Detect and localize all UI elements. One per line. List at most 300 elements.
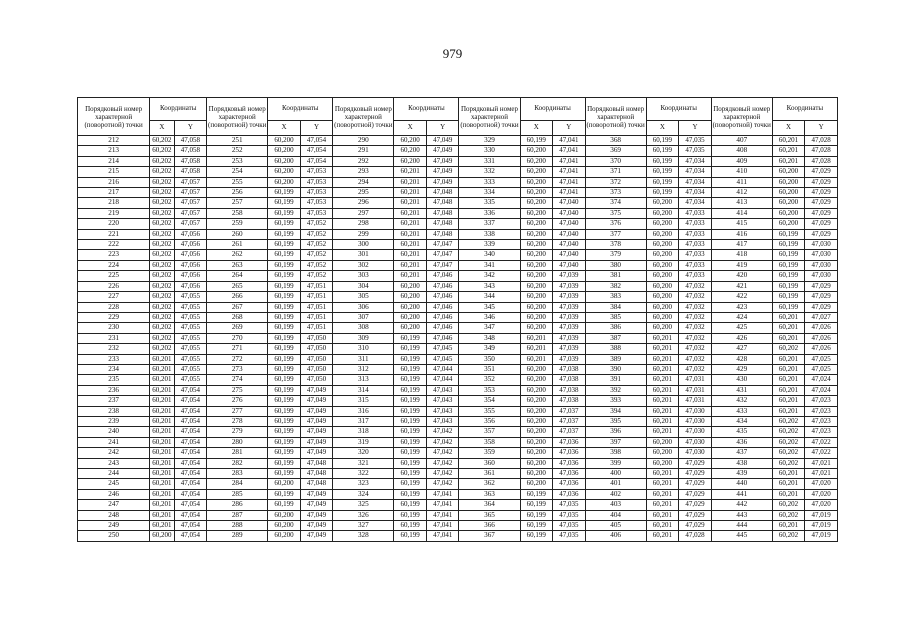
x-coordinate-cell: 60,201 — [646, 344, 679, 354]
point-number-cell: 377 — [585, 229, 646, 239]
x-coordinate-cell: 60,200 — [268, 156, 301, 166]
y-coordinate-cell: 47,055 — [174, 344, 207, 354]
table-row — [78, 292, 838, 302]
x-coordinate-cell: 60,199 — [646, 156, 679, 166]
x-coordinate-cell: 60,200 — [394, 323, 427, 333]
point-number-cell: 239 — [78, 416, 150, 426]
header-point-number: Порядковый номер характерной (поворотной) точки — [78, 98, 150, 136]
point-number-cell: 385 — [585, 312, 646, 322]
point-number-cell: 430 — [711, 375, 772, 385]
x-coordinate-cell: 60,200 — [520, 240, 553, 250]
y-coordinate-cell: 47,049 — [426, 146, 459, 156]
x-coordinate-cell: 60,200 — [646, 219, 679, 229]
y-coordinate-cell: 47,058 — [174, 156, 207, 166]
x-coordinate-cell: 60,199 — [268, 302, 301, 312]
y-coordinate-cell: 47,054 — [174, 437, 207, 447]
y-coordinate-cell: 47,041 — [553, 146, 586, 156]
point-number-cell: 353 — [459, 385, 520, 395]
point-number-cell: 307 — [333, 312, 394, 322]
point-number-cell: 402 — [585, 489, 646, 499]
point-number-cell: 266 — [207, 292, 268, 302]
x-coordinate-cell: 60,201 — [772, 406, 805, 416]
y-coordinate-cell: 47,041 — [426, 521, 459, 531]
x-coordinate-cell: 60,200 — [268, 531, 301, 541]
x-coordinate-cell: 60,202 — [150, 312, 174, 322]
y-coordinate-cell: 47,049 — [300, 489, 333, 499]
point-number-cell: 314 — [333, 385, 394, 395]
table-row — [78, 469, 838, 479]
x-coordinate-cell: 60,201 — [520, 333, 553, 343]
point-number-cell: 218 — [78, 198, 150, 208]
point-number-cell: 406 — [585, 531, 646, 541]
y-coordinate-cell: 47,040 — [553, 229, 586, 239]
point-number-cell: 303 — [333, 271, 394, 281]
point-number-cell: 288 — [207, 521, 268, 531]
point-number-cell: 237 — [78, 396, 150, 406]
x-coordinate-cell: 60,201 — [150, 406, 174, 416]
point-number-cell: 372 — [585, 177, 646, 187]
point-number-cell: 365 — [459, 510, 520, 520]
y-coordinate-cell: 47,053 — [300, 198, 333, 208]
y-coordinate-cell: 47,039 — [553, 302, 586, 312]
point-number-cell: 429 — [711, 364, 772, 374]
y-coordinate-cell: 47,048 — [300, 458, 333, 468]
y-coordinate-cell: 47,021 — [805, 458, 838, 468]
point-number-cell: 332 — [459, 167, 520, 177]
y-coordinate-cell: 47,045 — [426, 354, 459, 364]
y-coordinate-cell: 47,039 — [553, 333, 586, 343]
y-coordinate-cell: 47,021 — [805, 469, 838, 479]
y-coordinate-cell: 47,027 — [805, 312, 838, 322]
y-coordinate-cell: 47,050 — [300, 364, 333, 374]
header-coordinates: Координаты — [646, 98, 711, 121]
y-coordinate-cell: 47,032 — [679, 292, 712, 302]
table-row — [78, 177, 838, 187]
point-number-cell: 242 — [78, 448, 150, 458]
x-coordinate-cell: 60,200 — [394, 281, 427, 291]
y-coordinate-cell: 47,046 — [426, 323, 459, 333]
y-coordinate-cell: 47,029 — [679, 479, 712, 489]
point-number-cell: 362 — [459, 479, 520, 489]
y-coordinate-cell: 47,048 — [426, 208, 459, 218]
point-number-cell: 232 — [78, 344, 150, 354]
table-row — [78, 167, 838, 177]
y-coordinate-cell: 47,020 — [805, 489, 838, 499]
y-coordinate-cell: 47,046 — [426, 281, 459, 291]
x-coordinate-cell: 60,202 — [150, 323, 174, 333]
y-coordinate-cell: 47,041 — [553, 177, 586, 187]
y-coordinate-cell: 47,054 — [174, 521, 207, 531]
point-number-cell: 333 — [459, 177, 520, 187]
header-coordinates: Координаты — [268, 98, 333, 121]
point-number-cell: 267 — [207, 302, 268, 312]
table-row — [78, 208, 838, 218]
y-coordinate-cell: 47,019 — [805, 521, 838, 531]
table-row — [78, 427, 838, 437]
point-number-cell: 295 — [333, 188, 394, 198]
x-coordinate-cell: 60,199 — [772, 229, 805, 239]
y-coordinate-cell: 47,048 — [426, 219, 459, 229]
x-coordinate-cell: 60,202 — [150, 240, 174, 250]
y-coordinate-cell: 47,036 — [553, 479, 586, 489]
x-coordinate-cell: 60,199 — [394, 489, 427, 499]
y-coordinate-cell: 47,032 — [679, 354, 712, 364]
x-coordinate-cell: 60,201 — [646, 385, 679, 395]
point-number-cell: 358 — [459, 437, 520, 447]
x-coordinate-cell: 60,201 — [394, 208, 427, 218]
point-number-cell: 399 — [585, 458, 646, 468]
point-number-cell: 254 — [207, 167, 268, 177]
point-number-cell: 380 — [585, 260, 646, 270]
y-coordinate-cell: 47,057 — [174, 188, 207, 198]
point-number-cell: 378 — [585, 240, 646, 250]
y-coordinate-cell: 47,042 — [426, 437, 459, 447]
y-coordinate-cell: 47,033 — [679, 250, 712, 260]
y-coordinate-cell: 47,053 — [300, 177, 333, 187]
y-coordinate-cell: 47,035 — [553, 531, 586, 541]
x-coordinate-cell: 60,199 — [772, 271, 805, 281]
point-number-cell: 276 — [207, 396, 268, 406]
point-number-cell: 291 — [333, 146, 394, 156]
point-number-cell: 245 — [78, 479, 150, 489]
y-coordinate-cell: 47,022 — [805, 437, 838, 447]
y-coordinate-cell: 47,055 — [174, 333, 207, 343]
y-coordinate-cell: 47,029 — [805, 188, 838, 198]
point-number-cell: 370 — [585, 156, 646, 166]
y-coordinate-cell: 47,055 — [174, 354, 207, 364]
x-coordinate-cell: 60,200 — [772, 177, 805, 187]
y-coordinate-cell: 47,034 — [679, 177, 712, 187]
y-coordinate-cell: 47,041 — [553, 188, 586, 198]
x-coordinate-cell: 60,201 — [150, 375, 174, 385]
point-number-cell: 292 — [333, 156, 394, 166]
x-coordinate-cell: 60,199 — [268, 427, 301, 437]
x-coordinate-cell: 60,201 — [646, 489, 679, 499]
x-coordinate-cell: 60,199 — [772, 302, 805, 312]
point-number-cell: 313 — [333, 375, 394, 385]
point-number-cell: 356 — [459, 416, 520, 426]
x-coordinate-cell: 60,202 — [150, 260, 174, 270]
y-coordinate-cell: 47,038 — [553, 396, 586, 406]
y-coordinate-cell: 47,037 — [553, 416, 586, 426]
x-coordinate-cell: 60,199 — [268, 375, 301, 385]
point-number-cell: 434 — [711, 416, 772, 426]
table-row — [78, 531, 838, 541]
y-coordinate-cell: 47,042 — [426, 458, 459, 468]
x-coordinate-cell: 60,201 — [646, 521, 679, 531]
x-coordinate-cell: 60,200 — [394, 302, 427, 312]
x-coordinate-cell: 60,201 — [394, 167, 427, 177]
y-coordinate-cell: 47,043 — [426, 396, 459, 406]
y-coordinate-cell: 47,046 — [426, 312, 459, 322]
table-row — [78, 364, 838, 374]
point-number-cell: 290 — [333, 136, 394, 146]
point-number-cell: 212 — [78, 136, 150, 146]
y-coordinate-cell: 47,028 — [679, 531, 712, 541]
x-coordinate-cell: 60,201 — [772, 479, 805, 489]
x-coordinate-cell: 60,201 — [394, 188, 427, 198]
point-number-cell: 364 — [459, 500, 520, 510]
x-coordinate-cell: 60,200 — [520, 364, 553, 374]
x-coordinate-cell: 60,201 — [394, 219, 427, 229]
point-number-cell: 229 — [78, 312, 150, 322]
point-number-cell: 374 — [585, 198, 646, 208]
x-coordinate-cell: 60,199 — [268, 250, 301, 260]
y-coordinate-cell: 47,054 — [300, 156, 333, 166]
x-coordinate-cell: 60,199 — [268, 406, 301, 416]
y-coordinate-cell: 47,058 — [174, 146, 207, 156]
header-x: X — [150, 121, 174, 136]
x-coordinate-cell: 60,200 — [150, 531, 174, 541]
x-coordinate-cell: 60,200 — [520, 479, 553, 489]
point-number-cell: 381 — [585, 271, 646, 281]
x-coordinate-cell: 60,202 — [150, 136, 174, 146]
point-number-cell: 216 — [78, 177, 150, 187]
point-number-cell: 220 — [78, 219, 150, 229]
table-row — [78, 219, 838, 229]
header-y: Y — [174, 121, 207, 136]
x-coordinate-cell: 60,201 — [772, 521, 805, 531]
x-coordinate-cell: 60,200 — [646, 240, 679, 250]
x-coordinate-cell: 60,200 — [646, 229, 679, 239]
y-coordinate-cell: 47,048 — [300, 479, 333, 489]
x-coordinate-cell: 60,201 — [646, 354, 679, 364]
y-coordinate-cell: 47,049 — [426, 167, 459, 177]
point-number-cell: 317 — [333, 416, 394, 426]
point-number-cell: 425 — [711, 323, 772, 333]
table-row — [78, 416, 838, 426]
point-number-cell: 357 — [459, 427, 520, 437]
x-coordinate-cell: 60,202 — [150, 208, 174, 218]
point-number-cell: 260 — [207, 229, 268, 239]
x-coordinate-cell: 60,201 — [520, 354, 553, 364]
x-coordinate-cell: 60,199 — [268, 323, 301, 333]
x-coordinate-cell: 60,200 — [646, 260, 679, 270]
x-coordinate-cell: 60,199 — [268, 385, 301, 395]
x-coordinate-cell: 60,199 — [772, 260, 805, 270]
x-coordinate-cell: 60,200 — [646, 208, 679, 218]
header-point-number: Порядковый номер характерной (поворотной) точки — [459, 98, 520, 136]
y-coordinate-cell: 47,055 — [174, 302, 207, 312]
y-coordinate-cell: 47,051 — [300, 323, 333, 333]
x-coordinate-cell: 60,201 — [772, 146, 805, 156]
x-coordinate-cell: 60,201 — [772, 312, 805, 322]
point-number-cell: 219 — [78, 208, 150, 218]
x-coordinate-cell: 60,201 — [394, 260, 427, 270]
y-coordinate-cell: 47,033 — [679, 208, 712, 218]
point-number-cell: 392 — [585, 385, 646, 395]
table-row — [78, 344, 838, 354]
x-coordinate-cell: 60,200 — [268, 136, 301, 146]
x-coordinate-cell: 60,201 — [772, 333, 805, 343]
y-coordinate-cell: 47,048 — [300, 469, 333, 479]
x-coordinate-cell: 60,199 — [394, 406, 427, 416]
x-coordinate-cell: 60,201 — [646, 427, 679, 437]
x-coordinate-cell: 60,200 — [520, 146, 553, 156]
x-coordinate-cell: 60,199 — [268, 333, 301, 343]
x-coordinate-cell: 60,202 — [772, 427, 805, 437]
x-coordinate-cell: 60,200 — [646, 323, 679, 333]
y-coordinate-cell: 47,024 — [805, 385, 838, 395]
x-coordinate-cell: 60,199 — [394, 479, 427, 489]
table-row — [78, 312, 838, 322]
point-number-cell: 431 — [711, 385, 772, 395]
y-coordinate-cell: 47,040 — [553, 198, 586, 208]
point-number-cell: 281 — [207, 448, 268, 458]
table-row — [78, 521, 838, 531]
y-coordinate-cell: 47,031 — [679, 385, 712, 395]
y-coordinate-cell: 47,034 — [679, 198, 712, 208]
x-coordinate-cell: 60,201 — [394, 250, 427, 260]
y-coordinate-cell: 47,052 — [300, 229, 333, 239]
point-number-cell: 259 — [207, 219, 268, 229]
y-coordinate-cell: 47,055 — [174, 375, 207, 385]
y-coordinate-cell: 47,040 — [553, 250, 586, 260]
point-number-cell: 258 — [207, 208, 268, 218]
x-coordinate-cell: 60,199 — [268, 437, 301, 447]
point-number-cell: 411 — [711, 177, 772, 187]
y-coordinate-cell: 47,054 — [174, 531, 207, 541]
point-number-cell: 264 — [207, 271, 268, 281]
y-coordinate-cell: 47,042 — [426, 427, 459, 437]
x-coordinate-cell: 60,202 — [150, 250, 174, 260]
point-number-cell: 384 — [585, 302, 646, 312]
y-coordinate-cell: 47,029 — [805, 229, 838, 239]
y-coordinate-cell: 47,039 — [553, 271, 586, 281]
x-coordinate-cell: 60,202 — [150, 219, 174, 229]
point-number-cell: 294 — [333, 177, 394, 187]
point-number-cell: 271 — [207, 344, 268, 354]
x-coordinate-cell: 60,200 — [268, 479, 301, 489]
x-coordinate-cell: 60,200 — [520, 375, 553, 385]
point-number-cell: 249 — [78, 521, 150, 531]
y-coordinate-cell: 47,054 — [174, 500, 207, 510]
x-coordinate-cell: 60,199 — [268, 364, 301, 374]
x-coordinate-cell: 60,200 — [772, 198, 805, 208]
x-coordinate-cell: 60,200 — [520, 416, 553, 426]
header-point-number: Порядковый номер характерной (поворотной) точки — [585, 98, 646, 136]
point-number-cell: 368 — [585, 136, 646, 146]
y-coordinate-cell: 47,038 — [553, 375, 586, 385]
point-number-cell: 320 — [333, 448, 394, 458]
point-number-cell: 279 — [207, 427, 268, 437]
point-number-cell: 252 — [207, 146, 268, 156]
x-coordinate-cell: 60,199 — [268, 354, 301, 364]
x-coordinate-cell: 60,199 — [520, 489, 553, 499]
x-coordinate-cell: 60,202 — [772, 531, 805, 541]
y-coordinate-cell: 47,050 — [300, 375, 333, 385]
x-coordinate-cell: 60,199 — [520, 500, 553, 510]
x-coordinate-cell: 60,199 — [394, 448, 427, 458]
point-number-cell: 319 — [333, 437, 394, 447]
x-coordinate-cell: 60,199 — [268, 271, 301, 281]
table-row — [78, 260, 838, 270]
table-row — [78, 396, 838, 406]
y-coordinate-cell: 47,030 — [805, 250, 838, 260]
y-coordinate-cell: 47,031 — [679, 375, 712, 385]
header-y: Y — [300, 121, 333, 136]
x-coordinate-cell: 60,200 — [394, 156, 427, 166]
x-coordinate-cell: 60,199 — [268, 260, 301, 270]
point-number-cell: 285 — [207, 489, 268, 499]
y-coordinate-cell: 47,029 — [805, 167, 838, 177]
y-coordinate-cell: 47,036 — [553, 437, 586, 447]
point-number-cell: 308 — [333, 323, 394, 333]
point-number-cell: 298 — [333, 219, 394, 229]
x-coordinate-cell: 60,201 — [150, 469, 174, 479]
point-number-cell: 440 — [711, 479, 772, 489]
point-number-cell: 283 — [207, 469, 268, 479]
y-coordinate-cell: 47,030 — [679, 416, 712, 426]
y-coordinate-cell: 47,044 — [426, 364, 459, 374]
y-coordinate-cell: 47,041 — [426, 500, 459, 510]
point-number-cell: 265 — [207, 281, 268, 291]
point-number-cell: 344 — [459, 292, 520, 302]
point-number-cell: 351 — [459, 364, 520, 374]
x-coordinate-cell: 60,201 — [646, 406, 679, 416]
y-coordinate-cell: 47,054 — [300, 136, 333, 146]
y-coordinate-cell: 47,036 — [553, 448, 586, 458]
table-row — [78, 250, 838, 260]
point-number-cell: 284 — [207, 479, 268, 489]
y-coordinate-cell: 47,056 — [174, 250, 207, 260]
x-coordinate-cell: 60,202 — [772, 448, 805, 458]
x-coordinate-cell: 60,201 — [150, 437, 174, 447]
x-coordinate-cell: 60,201 — [772, 375, 805, 385]
y-coordinate-cell: 47,056 — [174, 229, 207, 239]
point-number-cell: 414 — [711, 208, 772, 218]
x-coordinate-cell: 60,199 — [268, 240, 301, 250]
x-coordinate-cell: 60,199 — [268, 312, 301, 322]
y-coordinate-cell: 47,032 — [679, 302, 712, 312]
header-coordinates: Координаты — [150, 98, 207, 121]
y-coordinate-cell: 47,043 — [426, 385, 459, 395]
x-coordinate-cell: 60,199 — [520, 531, 553, 541]
x-coordinate-cell: 60,200 — [394, 146, 427, 156]
y-coordinate-cell: 47,035 — [679, 146, 712, 156]
table-row — [78, 448, 838, 458]
x-coordinate-cell: 60,201 — [150, 500, 174, 510]
point-number-cell: 408 — [711, 146, 772, 156]
y-coordinate-cell: 47,039 — [553, 344, 586, 354]
point-number-cell: 329 — [459, 136, 520, 146]
x-coordinate-cell: 60,201 — [394, 271, 427, 281]
y-coordinate-cell: 47,039 — [553, 312, 586, 322]
y-coordinate-cell: 47,033 — [679, 240, 712, 250]
point-number-cell: 375 — [585, 208, 646, 218]
x-coordinate-cell: 60,199 — [646, 188, 679, 198]
point-number-cell: 217 — [78, 188, 150, 198]
point-number-cell: 316 — [333, 406, 394, 416]
point-number-cell: 360 — [459, 458, 520, 468]
table-row — [78, 271, 838, 281]
y-coordinate-cell: 47,046 — [426, 292, 459, 302]
x-coordinate-cell: 60,202 — [150, 281, 174, 291]
header-y: Y — [426, 121, 459, 136]
point-number-cell: 256 — [207, 188, 268, 198]
point-number-cell: 397 — [585, 437, 646, 447]
y-coordinate-cell: 47,052 — [300, 250, 333, 260]
y-coordinate-cell: 47,036 — [553, 458, 586, 468]
point-number-cell: 386 — [585, 323, 646, 333]
y-coordinate-cell: 47,026 — [805, 333, 838, 343]
x-coordinate-cell: 60,200 — [646, 312, 679, 322]
x-coordinate-cell: 60,199 — [646, 136, 679, 146]
point-number-cell: 387 — [585, 333, 646, 343]
point-number-cell: 438 — [711, 458, 772, 468]
x-coordinate-cell: 60,202 — [150, 167, 174, 177]
x-coordinate-cell: 60,201 — [646, 375, 679, 385]
